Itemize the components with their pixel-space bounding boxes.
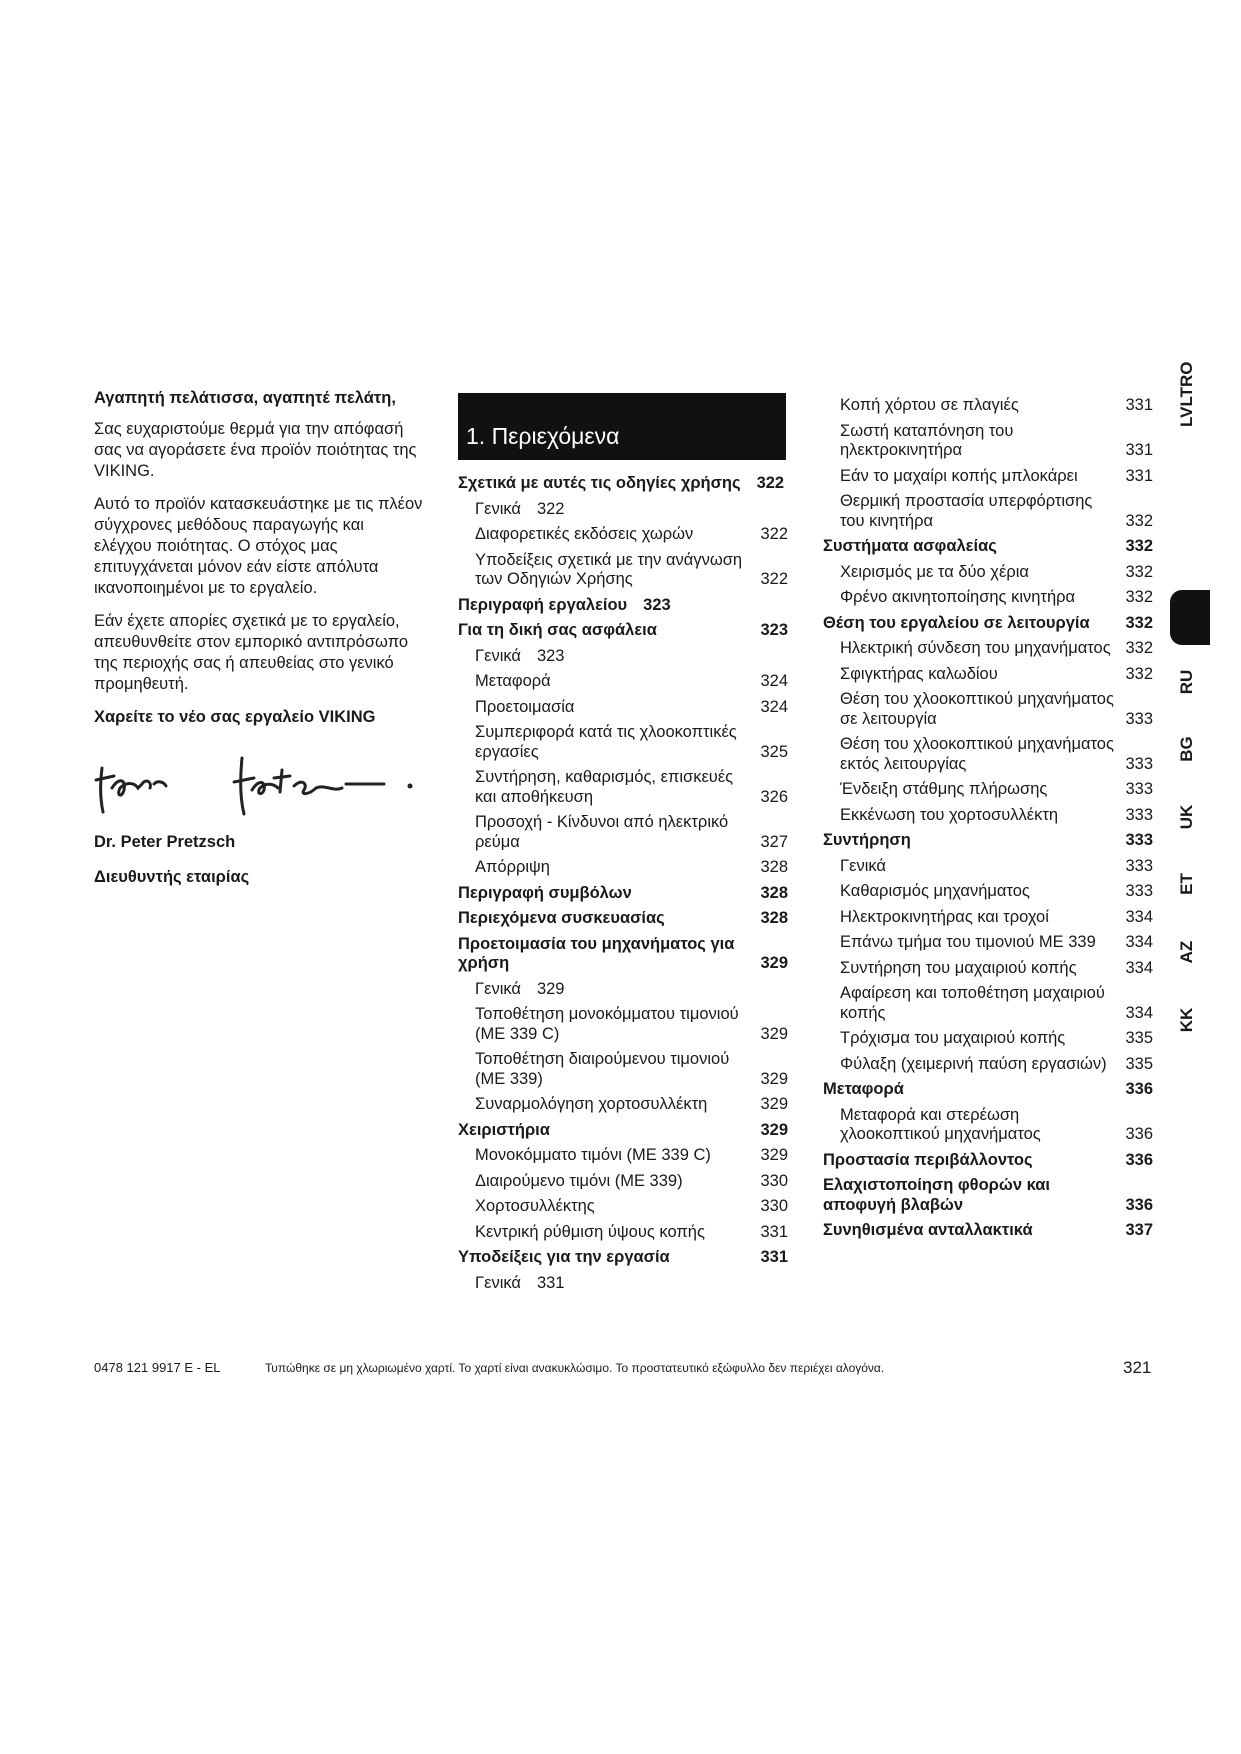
active-language-marker — [1170, 590, 1210, 645]
toc-entry[interactable] — [458, 935, 788, 974]
toc-entry-title: Απόρριψη — [475, 858, 550, 876]
toc-entry[interactable] — [458, 1050, 788, 1089]
toc-entry-title: Σφιγκτήρας καλωδίου — [840, 664, 998, 683]
toc-entry-page: 324 — [760, 672, 788, 690]
page-number: 321 — [1123, 1358, 1152, 1377]
toc-entry[interactable] — [458, 909, 788, 929]
toc-entry[interactable] — [458, 723, 788, 762]
toc-entry[interactable] — [823, 831, 1153, 851]
toc-entry-page: 329 — [760, 954, 788, 972]
toc-entry-page: 332 — [1125, 588, 1153, 606]
toc-entry-title: Συνηθισμένα ανταλλακτικά — [823, 1221, 1033, 1239]
toc-entry-title: Τοποθέτηση διαιρούμενου τιμονιού (ME 339) — [475, 1050, 730, 1088]
toc-entry-page: 330 — [760, 1197, 788, 1215]
toc-entry-title: Θέση του χλοοκοπτικού μηχανήματος εκτός λειτουργίας — [840, 735, 1114, 773]
toc-entry-page: 334 — [1125, 1003, 1153, 1022]
toc-entry[interactable] — [458, 672, 788, 692]
toc-entry[interactable] — [823, 588, 1153, 608]
toc-entry-title: Κοπή χόρτου σε πλαγιές — [840, 396, 1019, 414]
toc-entry-page: 329 — [760, 1095, 788, 1113]
toc-entry-title: Σχετικά με αυτές τις οδηγίες χρήσης — [458, 474, 741, 492]
lang-tab-uk[interactable]: UK — [1177, 804, 1196, 830]
toc-entry-page: 336 — [1125, 1150, 1153, 1169]
toc-column-left — [458, 474, 788, 1299]
document-code: 0478 121 9917 E - EL — [94, 1360, 221, 1375]
toc-entry-title: Γενικά — [840, 856, 886, 875]
toc-entry[interactable] — [458, 1005, 788, 1044]
letter-paragraph-1: Σας ευχαριστούμε θερμά για την απόφασή σας να αγοράσετε ένα προϊόν ποιότητας της VIKING. — [94, 420, 417, 480]
lang-tab-lvltro[interactable]: LVLTRO — [1177, 361, 1196, 427]
toc-entry-page: 322 — [760, 570, 788, 588]
toc-entry-page: 332 — [1125, 664, 1153, 683]
toc-entry[interactable] — [823, 1151, 1153, 1171]
toc-entry[interactable] — [458, 500, 788, 520]
toc-entry-page: 331 — [760, 1248, 788, 1266]
toc-entry[interactable] — [823, 959, 1153, 979]
toc-entry[interactable] — [823, 1176, 1153, 1215]
toc-entry-title: Ηλεκτρική σύνδεση του μηχανήματος — [840, 639, 1111, 657]
toc-entry-title: Περιεχόμενα συσκευασίας — [458, 909, 665, 927]
toc-entry-title: Γενικά — [475, 646, 521, 665]
toc-entry[interactable] — [823, 396, 1153, 416]
toc-entry-title: Υποδείξεις για την εργασία — [458, 1248, 670, 1266]
toc-entry[interactable] — [823, 563, 1153, 583]
toc-entry-page: 333 — [1125, 754, 1153, 773]
toc-entry[interactable] — [458, 813, 788, 852]
toc-entry-page: 331 — [1125, 441, 1153, 459]
toc-column-right — [823, 396, 1153, 1247]
toc-entry-page: 337 — [1125, 1221, 1153, 1239]
toc-entry-page: 328 — [760, 909, 788, 927]
toc-entry-title: Επάνω τμήμα του τιμονιού ME 339 — [840, 933, 1096, 951]
toc-entry-page: 329 — [536, 979, 565, 998]
toc-entry-page: 324 — [760, 697, 788, 716]
toc-entry[interactable] — [458, 1172, 788, 1192]
toc-entry-title: Μεταφορά και στερέωση χλοοκοπτικού μηχανήματος — [840, 1105, 1041, 1143]
toc-entry-title: Διαιρούμενο τιμόνι (ME 339) — [475, 1171, 683, 1190]
lang-tab-kk[interactable]: KK — [1177, 1007, 1196, 1033]
toc-entry-page: 326 — [760, 787, 788, 806]
toc-entry[interactable] — [823, 614, 1153, 634]
toc-entry[interactable] — [823, 933, 1153, 953]
toc-entry-title: Προετοιμασία του μηχανήματος για χρήση — [458, 934, 735, 972]
signature-title: Διευθυντής εταιρίας — [94, 868, 250, 886]
toc-entry-page: 329 — [760, 1120, 788, 1139]
toc-entry-title: Σωστή καταπόνηση του ηλεκτροκινητήρα — [840, 421, 1014, 459]
toc-entry-title: Χορτοσυλλέκτης — [475, 1197, 595, 1215]
toc-entry-page: 323 — [536, 646, 565, 665]
toc-entry-page: 333 — [1125, 831, 1153, 849]
toc-entry[interactable] — [458, 551, 788, 590]
toc-entry-title: Συναρμολόγηση χορτοσυλλέκτη — [475, 1095, 708, 1113]
toc-entry[interactable] — [458, 621, 788, 641]
toc-entry-title: Χειριστήρια — [458, 1120, 550, 1139]
toc-entry[interactable] — [823, 806, 1153, 826]
toc-entry-page: 323 — [643, 595, 671, 614]
toc-entry-title: Διαφορετικές εκδόσεις χωρών — [475, 525, 694, 543]
toc-entry-title: Συντήρηση — [823, 831, 911, 849]
toc-entry-page: 322 — [756, 474, 785, 492]
toc-entry-page: 336 — [1125, 1195, 1153, 1214]
toc-entry-title: Τοποθέτηση μονοκόμματου τιμονιού (ME 339 C) — [475, 1005, 739, 1043]
toc-entry[interactable] — [823, 882, 1153, 902]
toc-entry[interactable] — [458, 884, 788, 904]
toc-entry-page: 329 — [760, 1069, 788, 1088]
toc-entry-title: Συστήματα ασφαλείας — [823, 537, 997, 555]
toc-entry[interactable] — [823, 639, 1153, 659]
toc-entry[interactable] — [458, 1121, 788, 1141]
toc-entry[interactable] — [458, 1274, 788, 1294]
toc-entry-title: Προστασία περιβάλλοντος — [823, 1150, 1033, 1169]
toc-title: 1. Περιεχόμενα — [466, 423, 620, 449]
toc-entry-title: Γενικά — [475, 499, 521, 518]
toc-entry[interactable] — [458, 525, 788, 545]
toc-entry-title: Μεταφορά — [823, 1080, 904, 1098]
toc-entry-title: Προσοχή - Κίνδυνοι από ηλεκτρικό ρεύμα — [475, 813, 729, 851]
toc-entry-page: 331 — [760, 1222, 788, 1241]
toc-entry-page: 334 — [1125, 907, 1153, 926]
toc-entry-title: Εάν το μαχαίρι κοπής μπλοκάρει — [840, 466, 1078, 485]
toc-entry-page: 333 — [1125, 805, 1153, 824]
toc-entry-title: Θερμική προστασία υπερφόρτισης του κινητήρα — [840, 492, 1093, 530]
toc-entry-title: Συμπεριφορά κατά τις χλοοκοπτικές εργασίες — [475, 723, 737, 761]
toc-entry[interactable] — [823, 422, 1153, 461]
toc-entry[interactable] — [823, 1029, 1153, 1049]
toc-entry[interactable] — [458, 647, 788, 667]
toc-entry-page: 323 — [760, 621, 788, 639]
toc-entry-title: Φρένο ακινητοποίησης κινητήρα — [840, 588, 1076, 606]
toc-entry[interactable] — [458, 1197, 788, 1217]
toc-entry-page: 333 — [1125, 856, 1153, 875]
toc-entry-title: Θέση του εργαλείου σε λειτουργία — [823, 613, 1090, 632]
toc-entry-title: Περιγραφή συμβόλων — [458, 883, 632, 902]
toc-entry-title: Τρόχισμα του μαχαιριού κοπής — [840, 1029, 1066, 1047]
toc-title-bar — [458, 393, 786, 460]
toc-entry[interactable] — [458, 1248, 788, 1268]
toc-entry[interactable] — [458, 474, 788, 494]
footer-note: Τυπώθηκε σε μη χλωριωμένο χαρτί. Το χαρτί είναι ανακυκλώσιμο. Το προστατευτικό εξώφυλλο δεν περιέχει αλογόνα. — [265, 1361, 885, 1375]
toc-entry[interactable] — [458, 768, 788, 807]
toc-entry-page: 328 — [760, 858, 788, 876]
toc-entry[interactable] — [823, 1055, 1153, 1075]
toc-entry-title: Αφαίρεση και τοποθέτηση μαχαιριού κοπής — [840, 984, 1105, 1022]
toc-entry-page: 327 — [760, 832, 788, 851]
toc-entry-page: 322 — [760, 525, 788, 543]
toc-entry-title: Ένδειξη στάθμης πλήρωσης — [840, 780, 1048, 798]
lang-tab-bg[interactable]: BG — [1177, 736, 1196, 762]
toc-entry[interactable] — [458, 858, 788, 878]
toc-entry[interactable] — [823, 780, 1153, 800]
handwritten-signature — [94, 748, 424, 818]
toc-entry[interactable] — [458, 1095, 788, 1115]
toc-entry-title: Καθαρισμός μηχανήματος — [840, 882, 1030, 900]
toc-entry-page: 336 — [1125, 1080, 1153, 1098]
lang-tab-az[interactable]: AZ — [1177, 940, 1196, 964]
toc-entry-page: 332 — [1125, 613, 1153, 632]
toc-entry-page: 329 — [760, 1024, 788, 1043]
toc-entry[interactable] — [823, 537, 1153, 557]
toc-entry[interactable] — [823, 1221, 1153, 1241]
toc-entry-page: 336 — [1125, 1125, 1153, 1143]
toc-entry-page: 333 — [1125, 882, 1153, 900]
toc-entry-page: 330 — [760, 1171, 788, 1190]
toc-entry-page: 332 — [1125, 511, 1153, 530]
letter-greeting: Αγαπητή πελάτισσα, αγαπητέ πελάτη, — [94, 389, 396, 407]
toc-entry-page: 332 — [1125, 537, 1153, 555]
toc-entry-title: Περιγραφή εργαλείου — [458, 595, 628, 614]
letter-closing: Χαρείτε το νέο σας εργαλείο VIKING — [94, 708, 376, 726]
toc-entry-title: Θέση του χλοοκοπτικού μηχανήματος σε λειτουργία — [840, 690, 1114, 728]
letter-paragraph-2: Αυτό το προϊόν κατασκευάστηκε με τις πλέον σύγχρονες μεθόδους παραγωγής και ελέγχου ποιότητας. Ο στόχος μας επιτυγχάνεται μόνον εάν είστε απόλυτα ικανοποιημένοι με το εργαλείο. — [94, 495, 423, 597]
toc-entry-title: Συντήρηση του μαχαιριού κοπής — [840, 958, 1077, 977]
toc-entry[interactable] — [823, 1106, 1153, 1145]
toc-entry-page: 335 — [1125, 1054, 1153, 1073]
toc-entry-title: Συντήρηση, καθαρισμός, επισκευές και αποθήκευση — [475, 768, 734, 806]
letter-paragraph-3: Εάν έχετε απορίες σχετικά με το εργαλείο, απευθυνθείτε στον εμπορικό αντιπρόσωπο της περιοχής σας ή απευθείας στο γενικό προμηθευτή. — [94, 612, 409, 693]
toc-entry-title: Κεντρική ρύθμιση ύψους κοπής — [475, 1222, 705, 1241]
toc-entry-title: Ηλεκτροκινητήρας και τροχοί — [840, 907, 1049, 926]
toc-entry-title: Μεταφορά — [475, 672, 551, 690]
signature-name: Dr. Peter Pretzsch — [94, 833, 236, 851]
toc-entry-title: Χειρισμός με τα δύο χέρια — [840, 562, 1029, 581]
toc-entry-page: 322 — [536, 499, 565, 518]
toc-entry-page: 332 — [1125, 562, 1153, 581]
toc-entry-title: Εκκένωση του χορτοσυλλέκτη — [840, 805, 1059, 824]
toc-entry-title: Γενικά — [475, 1273, 521, 1292]
letter — [94, 388, 424, 740]
toc-entry-page: 325 — [760, 742, 788, 761]
toc-entry-page: 334 — [1125, 933, 1153, 951]
toc-entry-title: Για τη δική σας ασφάλεια — [458, 621, 657, 639]
toc-entry[interactable] — [823, 735, 1153, 774]
toc-entry-page: 328 — [760, 883, 788, 902]
toc-entry[interactable] — [458, 596, 788, 616]
toc-entry[interactable] — [823, 908, 1153, 928]
toc-entry-title: Ελαχιστοποίηση φθορών και αποφυγή βλαβών — [823, 1176, 1050, 1214]
lang-tab-et[interactable]: ET — [1177, 873, 1196, 895]
toc-entry-page: 332 — [1125, 639, 1153, 657]
toc-entry-title: Μονοκόμματο τιμόνι (ME 339 C) — [475, 1146, 711, 1164]
toc-entry[interactable] — [823, 690, 1153, 729]
toc-entry-title: Φύλαξη (χειμερινή παύση εργασιών) — [840, 1054, 1107, 1073]
toc-entry[interactable] — [823, 857, 1153, 877]
toc-entry[interactable] — [823, 984, 1153, 1023]
toc-entry-title: Γενικά — [475, 979, 521, 998]
toc-entry-page: 334 — [1125, 958, 1153, 977]
toc-entry[interactable] — [458, 980, 788, 1000]
toc-entry[interactable] — [458, 698, 788, 718]
toc-entry[interactable] — [458, 1223, 788, 1243]
toc-entry-page: 331 — [1125, 396, 1153, 414]
toc-entry-title: Υποδείξεις σχετικά με την ανάγνωση των Οδηγιών Χρήσης — [475, 550, 743, 588]
toc-entry[interactable] — [823, 492, 1153, 531]
toc-entry[interactable] — [823, 467, 1153, 487]
toc-entry-page: 333 — [1125, 709, 1153, 728]
toc-entry[interactable] — [823, 665, 1153, 685]
toc-entry-page: 329 — [760, 1146, 788, 1164]
toc-entry-page: 335 — [1125, 1029, 1153, 1047]
toc-entry-page: 331 — [536, 1273, 565, 1292]
lang-tab-ru[interactable]: RU — [1177, 669, 1196, 695]
toc-entry[interactable] — [458, 1146, 788, 1166]
toc-entry-title: Προετοιμασία — [475, 697, 575, 716]
toc-entry-page: 333 — [1125, 780, 1153, 798]
toc-entry[interactable] — [823, 1080, 1153, 1100]
toc-entry-page: 331 — [1125, 466, 1153, 485]
